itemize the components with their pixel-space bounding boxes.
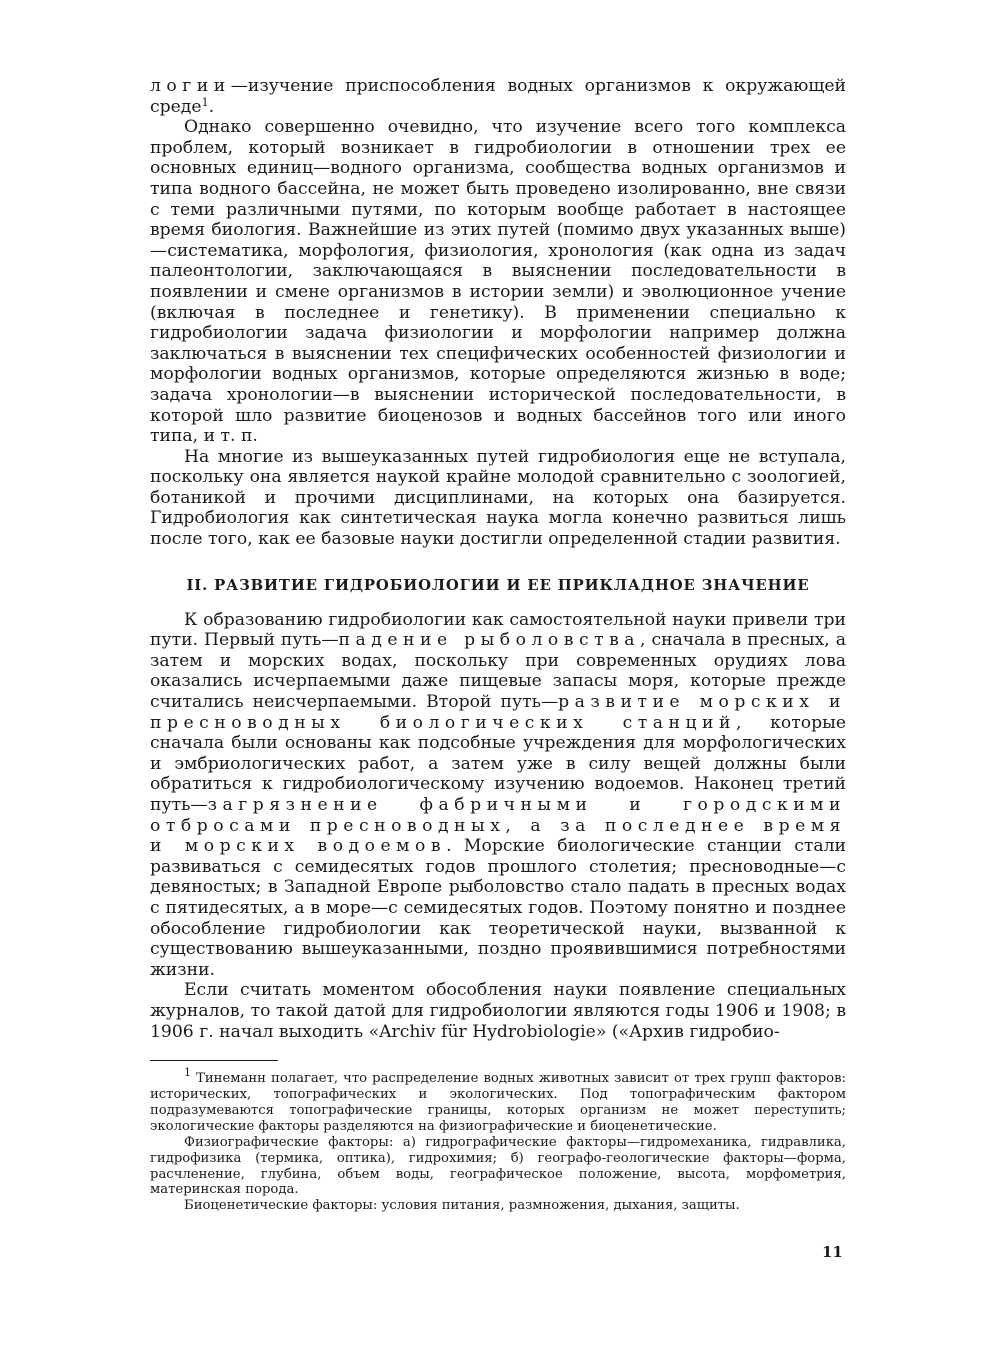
paragraph-text: —изучение приспособления водных организмов к окружающей среде — [150, 76, 846, 117]
footnote-text: Тинеманн полагает, что распределение водных животных зависит от трех групп факторов: исторических, топографических и экологических. Под топографическим фактором подразумеваются топографические границы, которых организм не может переступить; экологические факторы разделяются на физиографические и биоценетические. — [150, 1071, 846, 1134]
footnote-3: Биоценетические факторы: условия питания, размножения, дыхания, защиты. — [184, 1198, 740, 1214]
spaced-term: падение рыболовства — [338, 630, 641, 651]
footnote-2: Физиографические факторы: а) гидрографические факторы—гидромеханика, гидравлика, гидрофизика (термика, оптика), гидрохимия; б) географо-геологические факторы—форма, расчленение, глубина, объем воды, географическое положение, высота, морфометрия, материнская порода. — [150, 1134, 846, 1198]
section-heading: II. РАЗВИТИЕ ГИДРОБИОЛОГИИ И ЕЕ ПРИКЛАДНОЕ ЗНАЧЕНИЕ — [186, 576, 810, 594]
paragraph-text: . — [208, 96, 215, 117]
page-number: 11 — [822, 1243, 843, 1261]
footnote-1 — [150, 1066, 846, 1135]
paragraph-1 — [150, 76, 846, 117]
paragraph-text: . Морские биологические станции стали развиваться с семидесятых годов прошлого столетия; пресноводные—с девяностых; в Западной Европе рыболовство стало падать в пресных водах с пятидесятых, а в море—с семидесятых годов. Поэтому понятно и позднее обособление гидробиологии как теоретической науки, вызванной к существованию вышеуказанными, поздно проявившимися потребностями жизни. — [150, 836, 846, 980]
footnote-ref[interactable]: 1 — [201, 95, 209, 109]
spaced-term: логии — [150, 76, 231, 96]
footnote-marker: 1 — [184, 1066, 191, 1080]
paragraph-text: , которые сначала были основаны как подсобные учреждения для морфологических и эмбриологических работ, а затем уже в силу вещей должны были обратиться к гидробиологическому изучению водоемов. Наконец третий путь— — [150, 712, 846, 815]
paragraph-2: Однако совершенно очевидно, что изучение всего того комплекса проблем, который возникает в гидробиологии в отношении трех ее основных единиц—водного организма, сообщества водных организмов и типа водного бассейна, не может быть проведено изолированно, вне связи с теми различными путями, по которым вообще работает в настоящее время биология. Важнейшие из этих путей (помимо двух указанных выше)—систематика, морфология, физиология, хронология (как одна из задач палеонтологии, заключающаяся в выяснении последовательности в появлении и смене организмов в истории земли) и эволюционное учение (включая в последнее и генетику). В применении специально к гидробиологии задача физиологии и морфологии например должна заключаться в выяснении тех специфических особенностей физиологии и морфологии водных организмов, которые определяются жизнью в воде; задача хронологии—в выяснении исторической последовательности, в которой шло развитие биоценозов и водных бассейнов того или иного типа, и т. п. — [150, 117, 846, 447]
page-body — [150, 76, 846, 1214]
paragraph-4 — [150, 610, 846, 981]
paragraph-5: Если считать моментом обособления науки появление специальных журналов, то такой датой для гидробиологии являются годы 1906 и 1908; в 1906 г. начал выходить «Archiv für Hydrobiologie» («Архив гидробио- — [150, 980, 846, 1042]
spaced-term: развитие морских и пресноводных биологических станций — [150, 692, 846, 733]
spaced-term: загрязнение фабричными и городскими отбросами пресноводных, а за последнее время и морских водоемов — [150, 795, 846, 857]
paragraph-text: К образованию гидробиологии как самостоятельной науки привели три пути. Первый путь— — [150, 609, 846, 651]
paragraph-3: На многие из вышеуказанных путей гидробиология еще не вступала, поскольку она является наукой крайне молодой сравнительно с зоологией, ботаникой и прочими дисциплинами, на которых она базируется. Гидробиология как синтетическая наука могла конечно развиться лишь после того, как ее базовые науки достигли определенной стадии развития. — [150, 446, 846, 550]
paragraph-text: , сначала в пресных, а затем и морских водах, поскольку при современных орудиях лова оказались исчерпаемыми даже пищевые запасы моря, которые прежде считались неисчерпаемыми. Второй путь— — [150, 630, 846, 713]
footnote-divider — [150, 1060, 278, 1061]
